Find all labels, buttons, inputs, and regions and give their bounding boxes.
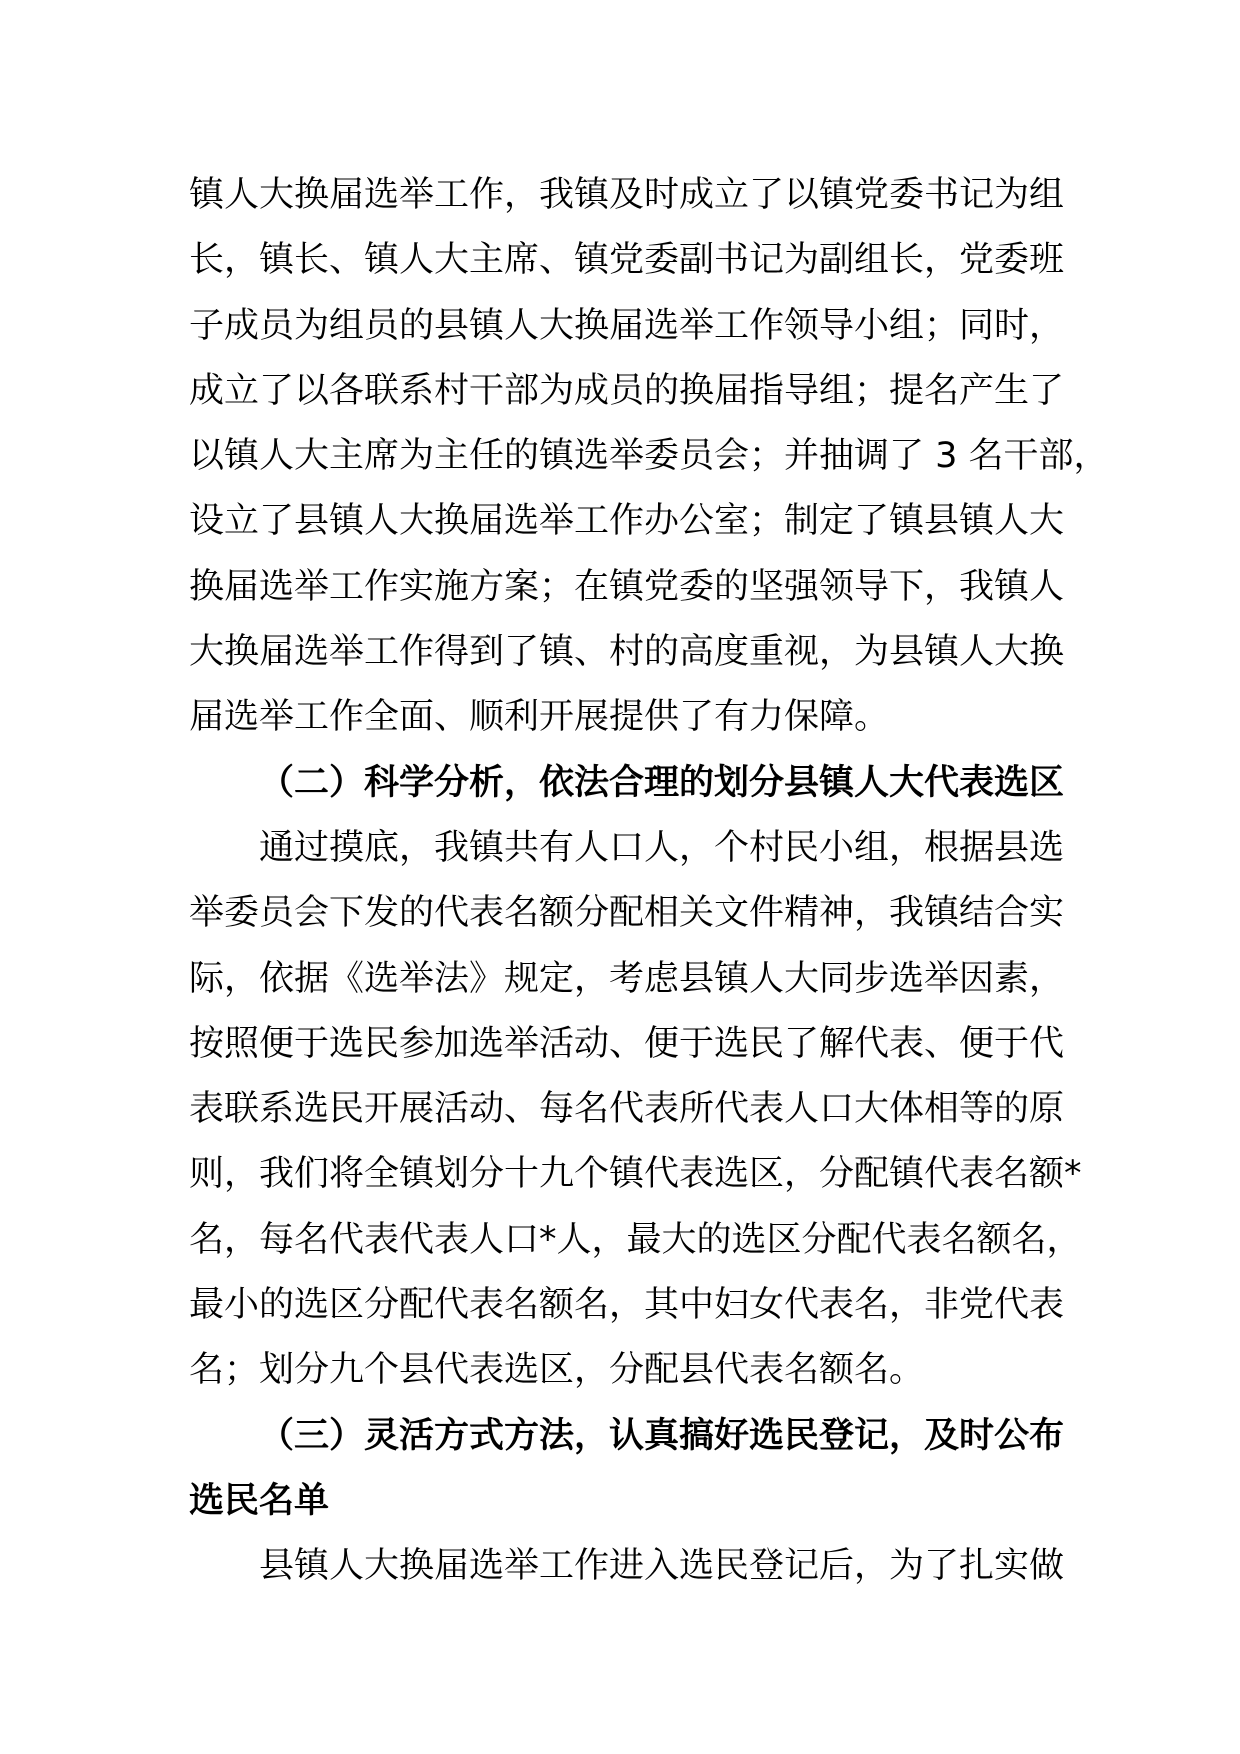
paragraph-line: 举委员会下发的代表名额分配相关文件精神，我镇结合实 [189,893,1065,934]
paragraph-line: 名，每名代表代表人口*人，最大的选区分配代表名额名， [189,1219,1082,1260]
document-body [189,163,1109,1600]
section-heading-3: （三）灵活方式方法，认真搞好选民登记，及时公布 [259,1415,1065,1456]
paragraph-line: 表联系选民开展活动、每名代表所代表人口大体相等的原 [189,1089,1065,1130]
paragraph-line: 按照便于选民参加选举活动、便于选民了解代表、便于代 [189,1023,1065,1064]
paragraph-line: 成立了以各联系村干部为成员的换届指导组；提名产生了 [189,370,1065,411]
paragraph-line: 换届选举工作实施方案；在镇党委的坚强领导下，我镇人 [189,566,1065,607]
paragraph-line: 届选举工作全面、顺利开展提供了有力保障。 [189,697,890,738]
paragraph-line: 长，镇长、镇人大主席、镇党委副书记为副组长，党委班 [189,240,1065,281]
paragraph-line: 县镇人大换届选举工作进入选民登记后，为了扎实做 [259,1546,1065,1587]
paragraph-line: 名；划分九个县代表选区，分配县代表名额名。 [189,1350,925,1391]
paragraph-line: 通过摸底，我镇共有人口人，个村民小组，根据县选 [259,827,1065,868]
paragraph-line: 设立了县镇人大换届选举工作办公室；制定了镇县镇人大 [189,501,1065,542]
section-heading-2: （二）科学分析，依法合理的划分县镇人大代表选区 [259,762,1065,803]
section-heading-3-continued: 选民名单 [189,1480,330,1521]
paragraph-line: 际，依据《选举法》规定，考虑县镇人大同步选举因素， [189,958,1065,999]
paragraph-line: 镇人大换届选举工作，我镇及时成立了以镇党委书记为组 [189,175,1065,215]
paragraph-line: 最小的选区分配代表名额名，其中妇女代表名，非党代表 [189,1285,1065,1326]
paragraph-line: 子成员为组员的县镇人大换届选举工作领导小组；同时， [189,305,1065,346]
paragraph-line: 则，我们将全镇划分十九个镇代表选区，分配镇代表名额* [189,1154,1082,1195]
paragraph-line: 以镇人大主席为主任的镇选举委员会；并抽调了 3 名干部， [189,436,1109,477]
paragraph-line: 大换届选举工作得到了镇、村的高度重视，为县镇人大换 [189,632,1065,673]
